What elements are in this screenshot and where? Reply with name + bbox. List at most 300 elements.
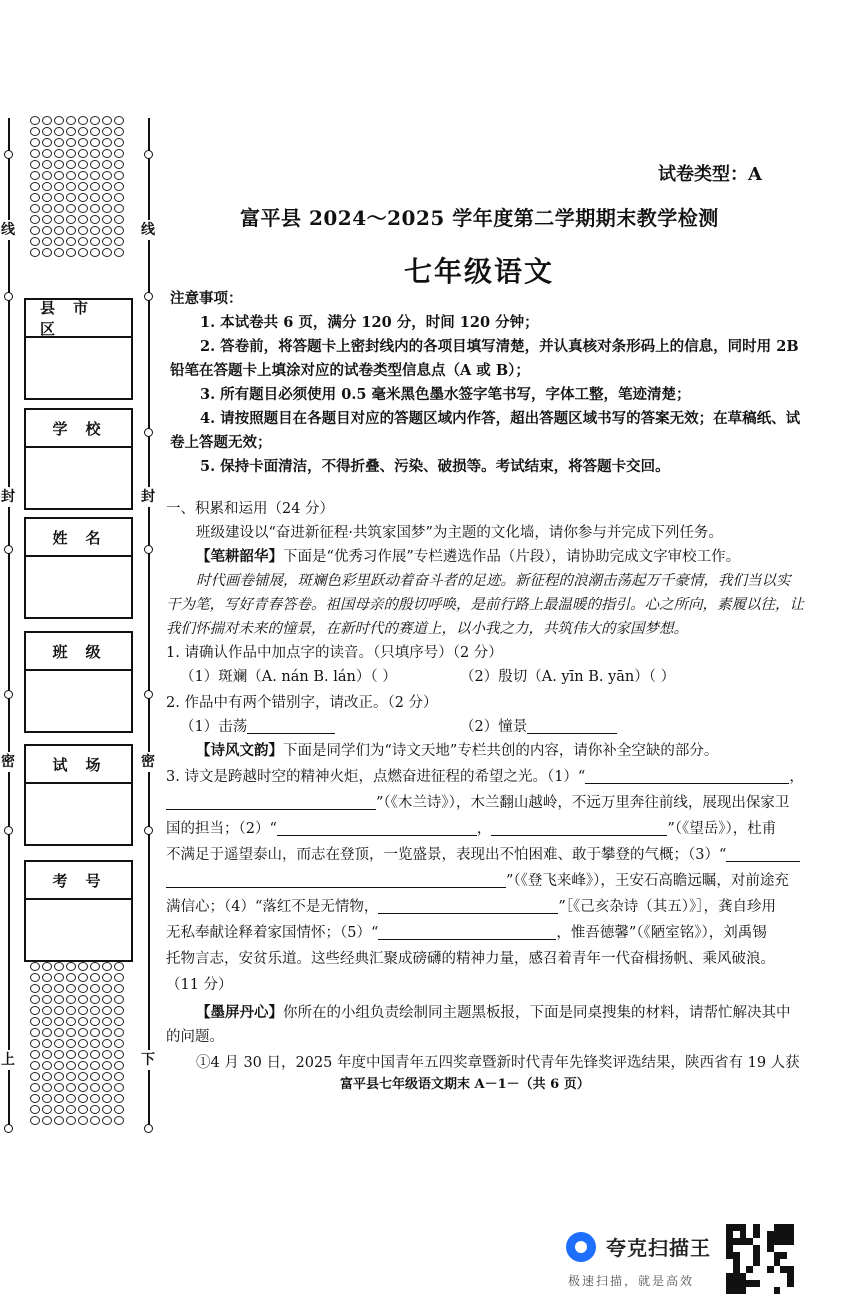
dot-circle: [66, 171, 76, 180]
qr-module: [780, 1252, 787, 1259]
dot-circle: [114, 1061, 124, 1070]
watermark-name: 夸克扫描王: [606, 1236, 711, 1260]
task-line: [196, 1000, 791, 1026]
dot-circle: [102, 215, 112, 224]
page-footer: 富平县七年级语文期末 A－1－（共 6 页）: [340, 1077, 590, 1092]
passage-line: 时代画卷铺展，斑斓色彩里跃动着奋斗者的足迹。新征程的浪潮击荡起万千豪情，我们当以实: [196, 573, 791, 589]
dot-circle: [78, 237, 88, 246]
dot-circle: [42, 1083, 52, 1092]
answer-blank[interactable]: [277, 818, 477, 836]
field-label: 县市区: [26, 300, 131, 338]
qr-module: [767, 1287, 774, 1294]
answer-blank[interactable]: [527, 716, 617, 734]
dot-circle: [90, 984, 100, 993]
field-county[interactable]: [24, 298, 133, 400]
seal-circle: [144, 292, 153, 301]
dot-circle: [30, 1105, 40, 1114]
qr-module: [726, 1252, 733, 1259]
dot-circle: [30, 171, 40, 180]
task-text-cont: 的问题。: [166, 1029, 224, 1045]
dot-circle: [78, 160, 88, 169]
dot-circle: [42, 1061, 52, 1070]
question-2-a[interactable]: [180, 714, 335, 740]
seal-circle: [4, 545, 13, 554]
dot-circle: [102, 1094, 112, 1103]
quark-logo-icon: [566, 1232, 596, 1262]
qr-module: [760, 1287, 767, 1294]
dot-circle: [90, 171, 100, 180]
dot-circle: [66, 973, 76, 982]
answer-blank[interactable]: [247, 716, 335, 734]
dot-circle: [42, 193, 52, 202]
dot-circle: [54, 1116, 64, 1125]
seal-circle: [144, 545, 153, 554]
dot-circle: [90, 1039, 100, 1048]
qr-module: [780, 1273, 787, 1280]
dot-circle: [102, 226, 112, 235]
qr-module: [767, 1231, 774, 1238]
task-tag: 【笔耕韶华】: [196, 548, 283, 565]
dot-circle: [102, 1116, 112, 1125]
question-3-line[interactable]: [166, 790, 789, 816]
dot-circle: [30, 116, 40, 125]
dot-circle: [102, 962, 112, 971]
answer-blank[interactable]: [166, 792, 376, 810]
qr-module: [753, 1252, 760, 1259]
dot-circle: [66, 962, 76, 971]
qr-module: [760, 1245, 767, 1252]
qr-module: [774, 1287, 781, 1294]
question-2-b[interactable]: [460, 714, 617, 740]
qr-module: [767, 1252, 774, 1259]
dot-circle: [54, 1006, 64, 1015]
dot-circle: [54, 995, 64, 1004]
qr-module: [760, 1266, 767, 1273]
q3-text: ，惟吾德馨”（《陋室铭》），刘禹锡: [556, 925, 767, 941]
dot-circle: [114, 193, 124, 202]
dot-circle: [102, 171, 112, 180]
cut-label-mi: 密: [141, 754, 155, 770]
seal-circle: [144, 428, 153, 437]
qr-module: [746, 1280, 753, 1287]
dot-circle: [54, 138, 64, 147]
dot-circle: [102, 1028, 112, 1037]
qr-module: [740, 1287, 747, 1294]
qr-module: [733, 1231, 740, 1238]
dot-circle: [42, 116, 52, 125]
q3-text: 不满足于遥望泰山，而志在登顶，一览盛景，表现出不怕困难、敢于攀登的气概；（3）“: [166, 847, 727, 863]
dot-circle: [42, 204, 52, 213]
dot-circle: [42, 237, 52, 246]
dot-circle: [30, 237, 40, 246]
dot-circle: [102, 1105, 112, 1114]
dot-circle: [90, 149, 100, 158]
qr-module: [774, 1238, 781, 1245]
field-blank[interactable]: [26, 900, 131, 960]
dot-circle: [54, 204, 64, 213]
seal-circle: [144, 690, 153, 699]
task-text: 你所在的小组负责绘制同主题黑板报，下面是同桌搜集的材料，请帮忙解决其中: [283, 1005, 791, 1021]
dot-circle: [90, 127, 100, 136]
field-exam-number[interactable]: [24, 860, 133, 962]
qr-module: [787, 1224, 794, 1231]
dot-circle: [90, 204, 100, 213]
qr-module: [753, 1287, 760, 1294]
qr-module: [787, 1259, 794, 1266]
q3-text: 无私奉献诠释着家国情怀；（5）“: [166, 925, 379, 941]
dot-circle: [102, 116, 112, 125]
dot-circle: [90, 1028, 100, 1037]
dot-circle: [54, 160, 64, 169]
qr-module: [787, 1252, 794, 1259]
task-tag: 【诗风文韵】: [196, 742, 283, 759]
qr-module: [726, 1273, 733, 1280]
q3-text: ”［《己亥杂诗（其五）》］，龚自珍用: [558, 899, 777, 915]
qr-module: [753, 1224, 760, 1231]
dot-circle: [30, 215, 40, 224]
notes-item: 4. 请按照题目在各题目对应的答题区域内作答，超出答题区域书写的答案无效；在草稿纸、试: [200, 410, 801, 427]
answer-blank[interactable]: [491, 818, 667, 836]
qr-module: [760, 1224, 767, 1231]
qr-module: [787, 1238, 794, 1245]
dot-circle: [90, 1072, 100, 1081]
cut-label-xia: 下: [141, 1052, 155, 1068]
field-school[interactable]: [24, 408, 133, 510]
dot-circle: [114, 1039, 124, 1048]
seal-line-right: [148, 118, 150, 1128]
question-3-line[interactable]: [166, 842, 800, 868]
dot-circle: [114, 962, 124, 971]
dot-circle: [30, 984, 40, 993]
q3-text: 满信心；（4）“落红不是无情物，: [166, 899, 379, 915]
field-blank[interactable]: [26, 671, 131, 731]
paper-type: 试卷类型：A: [658, 164, 762, 185]
dot-circle: [42, 1072, 52, 1081]
dot-circle: [66, 226, 76, 235]
dot-circle: [66, 160, 76, 169]
qr-module: [774, 1280, 781, 1287]
dot-circle: [114, 127, 124, 136]
dot-circle: [66, 138, 76, 147]
dot-circle: [66, 1061, 76, 1070]
qr-module: [774, 1245, 781, 1252]
dot-circle: [78, 1006, 88, 1015]
field-class[interactable]: [24, 631, 133, 733]
qr-module: [760, 1273, 767, 1280]
qr-module: [760, 1280, 767, 1287]
qr-module: [767, 1280, 774, 1287]
dot-circle: [102, 204, 112, 213]
dot-circle: [114, 1083, 124, 1092]
qr-module: [780, 1259, 787, 1266]
dot-circle: [54, 116, 64, 125]
dot-circle: [42, 1105, 52, 1114]
qr-module: [733, 1280, 740, 1287]
qr-module: [740, 1252, 747, 1259]
dot-grid-top: [30, 116, 130, 257]
qr-module: [726, 1224, 733, 1231]
dot-circle: [114, 116, 124, 125]
dot-circle: [78, 1061, 88, 1070]
dot-circle: [114, 1028, 124, 1037]
seal-circle: [4, 150, 13, 159]
passage-line: 我们怀揣对未来的憧景，在新时代的赛道上，以小我之力，共筑伟大的家国梦想。: [166, 621, 688, 637]
dot-circle: [78, 248, 88, 257]
qr-module: [780, 1245, 787, 1252]
answer-blank[interactable]: [726, 844, 800, 862]
dot-circle: [114, 226, 124, 235]
qr-module: [780, 1231, 787, 1238]
dot-circle: [90, 1061, 100, 1070]
dot-circle: [30, 149, 40, 158]
dot-circle: [66, 1094, 76, 1103]
dot-circle: [78, 204, 88, 213]
dot-circle: [90, 193, 100, 202]
dot-circle: [102, 160, 112, 169]
dot-circle: [54, 215, 64, 224]
field-name[interactable]: [24, 517, 133, 619]
qr-module: [740, 1280, 747, 1287]
dot-circle: [78, 1050, 88, 1059]
dot-circle: [78, 215, 88, 224]
dot-circle: [30, 193, 40, 202]
cut-label-feng: 封: [1, 489, 15, 505]
qr-module: [753, 1280, 760, 1287]
q3-text: ，: [476, 821, 492, 837]
field-blank[interactable]: [26, 784, 131, 844]
dot-circle: [102, 1039, 112, 1048]
dot-circle: [114, 182, 124, 191]
dot-circle: [78, 1116, 88, 1125]
seal-circle: [144, 826, 153, 835]
dot-circle: [90, 1050, 100, 1059]
q3-text: 3. 诗文是跨越时空的精神火炬，点燃奋进征程的希望之光。（1）“: [166, 769, 586, 785]
dot-circle: [66, 1072, 76, 1081]
dot-circle: [90, 962, 100, 971]
dot-circle: [114, 1094, 124, 1103]
qr-module: [746, 1238, 753, 1245]
dot-circle: [114, 1072, 124, 1081]
qr-module: [767, 1266, 774, 1273]
notes-item: 2. 答卷前，将答题卡上密封线内的各项目填写清楚，并认真核对条形码上的信息，同时用 2B: [200, 338, 799, 355]
dot-circle: [102, 1061, 112, 1070]
qr-module: [746, 1245, 753, 1252]
dot-circle: [90, 1094, 100, 1103]
notes-item: 5. 保持卡面清洁，不得折叠、污染、破损等。考试结束，将答题卡交回。: [200, 458, 670, 475]
qr-module: [726, 1245, 733, 1252]
task-tag: 【墨屏丹心】: [196, 1004, 283, 1021]
dot-circle: [54, 226, 64, 235]
qr-module: [787, 1231, 794, 1238]
seal-circle: [4, 1124, 13, 1133]
qr-module: [780, 1287, 787, 1294]
dot-circle: [42, 1094, 52, 1103]
dot-circle: [42, 1006, 52, 1015]
question-1-b[interactable]: （2）殷切（A. yīn B. yān）（ ）: [460, 669, 676, 685]
question-3-line: （11 分）: [166, 977, 233, 993]
dot-circle: [78, 1028, 88, 1037]
qr-module: [740, 1259, 747, 1266]
section-heading: 一、积累和运用（24 分）: [166, 501, 335, 517]
dot-circle: [30, 204, 40, 213]
dot-circle: [90, 1116, 100, 1125]
dot-circle: [102, 182, 112, 191]
q3-text: ”（《木兰诗》），木兰翻山越岭，不远万里奔往前线，展现出保家卫: [376, 795, 790, 811]
qr-module: [726, 1280, 733, 1287]
qr-module: [740, 1224, 747, 1231]
dot-circle: [66, 1083, 76, 1092]
qr-module: [774, 1266, 781, 1273]
dot-circle: [102, 138, 112, 147]
qr-module: [774, 1224, 781, 1231]
dot-circle: [66, 1006, 76, 1015]
qr-module: [740, 1231, 747, 1238]
dot-circle: [90, 182, 100, 191]
qr-module: [760, 1259, 767, 1266]
answer-blank[interactable]: [585, 766, 789, 784]
q3-text: ”（《望岳》），杜甫: [667, 821, 777, 837]
qr-module: [774, 1259, 781, 1266]
dot-circle: [42, 226, 52, 235]
dot-circle: [54, 1072, 64, 1081]
dot-circle: [30, 1006, 40, 1015]
dot-circle: [54, 1083, 64, 1092]
dot-circle: [66, 204, 76, 213]
dot-circle: [102, 1017, 112, 1026]
dot-circle: [42, 149, 52, 158]
dot-circle: [66, 1039, 76, 1048]
dot-circle: [54, 973, 64, 982]
notes-item: 铅笔在答题卡上填涂对应的试卷类型信息点（A 或 B）；: [170, 362, 530, 379]
dot-circle: [114, 1006, 124, 1015]
dot-circle: [90, 1017, 100, 1026]
qr-module: [746, 1266, 753, 1273]
dot-circle: [30, 995, 40, 1004]
dot-circle: [78, 995, 88, 1004]
dot-circle: [66, 215, 76, 224]
field-label: 试场: [26, 746, 131, 784]
dot-circle: [102, 984, 112, 993]
dot-circle: [42, 127, 52, 136]
dot-circle: [90, 973, 100, 982]
dot-circle: [78, 1039, 88, 1048]
answer-blank[interactable]: [378, 896, 558, 914]
field-blank[interactable]: [26, 338, 131, 398]
qr-module: [726, 1266, 733, 1273]
dot-circle: [78, 138, 88, 147]
dot-circle: [102, 995, 112, 1004]
notes-item: 卷上答题无效；: [170, 434, 272, 451]
qr-module: [774, 1252, 781, 1259]
answer-blank[interactable]: [166, 870, 506, 888]
dot-circle: [42, 1039, 52, 1048]
dot-circle: [78, 226, 88, 235]
dot-circle: [90, 237, 100, 246]
dot-circle: [102, 149, 112, 158]
dot-circle: [114, 984, 124, 993]
dot-circle: [30, 1039, 40, 1048]
dot-grid-bottom: [30, 962, 130, 1125]
qr-code-icon: [726, 1224, 794, 1294]
question-3-line[interactable]: [166, 920, 767, 946]
qr-module: [726, 1287, 733, 1294]
dot-circle: [30, 226, 40, 235]
field-label: 考号: [26, 862, 131, 900]
qr-module: [767, 1238, 774, 1245]
field-blank[interactable]: [26, 448, 131, 508]
dot-circle: [78, 171, 88, 180]
dot-circle: [90, 1006, 100, 1015]
dot-circle: [30, 1017, 40, 1026]
dot-circle: [54, 171, 64, 180]
cut-label-xian: 线: [141, 222, 155, 238]
dot-circle: [102, 237, 112, 246]
qr-module: [740, 1273, 747, 1280]
field-blank[interactable]: [26, 557, 131, 617]
seal-circle: [144, 1124, 153, 1133]
qr-module: [787, 1273, 794, 1280]
dot-circle: [30, 1028, 40, 1037]
dot-circle: [78, 1094, 88, 1103]
dot-circle: [54, 182, 64, 191]
field-exam-room[interactable]: [24, 744, 133, 846]
dot-circle: [90, 1105, 100, 1114]
dot-circle: [42, 1116, 52, 1125]
question-3-line[interactable]: [166, 816, 776, 842]
question-3-line[interactable]: [166, 764, 804, 790]
dot-circle: [30, 1061, 40, 1070]
dot-circle: [54, 237, 64, 246]
qr-module: [760, 1238, 767, 1245]
dot-circle: [78, 127, 88, 136]
dot-circle: [114, 138, 124, 147]
dot-circle: [114, 215, 124, 224]
dot-circle: [114, 1116, 124, 1125]
dot-circle: [78, 193, 88, 202]
dot-circle: [42, 1017, 52, 1026]
qr-module: [740, 1245, 747, 1252]
dot-circle: [114, 171, 124, 180]
dot-circle: [114, 995, 124, 1004]
seal-circle: [4, 292, 13, 301]
dot-circle: [90, 226, 100, 235]
dot-circle: [114, 1050, 124, 1059]
dot-circle: [66, 237, 76, 246]
dot-circle: [66, 193, 76, 202]
qr-module: [740, 1238, 747, 1245]
dot-circle: [42, 160, 52, 169]
dot-circle: [102, 973, 112, 982]
question-1-a[interactable]: （1）斑斓（A. nán B. lán）（ ）: [180, 669, 397, 685]
question-3-line[interactable]: [166, 894, 776, 920]
scanner-watermark: [566, 1224, 796, 1300]
answer-blank[interactable]: [378, 922, 556, 940]
dot-circle: [42, 182, 52, 191]
task-line: [196, 544, 740, 570]
question-3-line[interactable]: [166, 868, 789, 894]
seal-line-left: [8, 118, 10, 1128]
question-1: 1. 请确认作品中加点字的读音。（只填序号）（2 分）: [166, 645, 503, 661]
qr-module: [753, 1266, 760, 1273]
qr-module: [746, 1231, 753, 1238]
dot-circle: [54, 1050, 64, 1059]
field-label: 班级: [26, 633, 131, 671]
section-intro: 班级建设以“奋进新征程·共筑家国梦”为主题的文化墙，请你参与并完成下列任务。: [196, 525, 723, 541]
qr-module: [733, 1238, 740, 1245]
dot-circle: [114, 149, 124, 158]
dot-circle: [90, 995, 100, 1004]
dot-circle: [54, 127, 64, 136]
